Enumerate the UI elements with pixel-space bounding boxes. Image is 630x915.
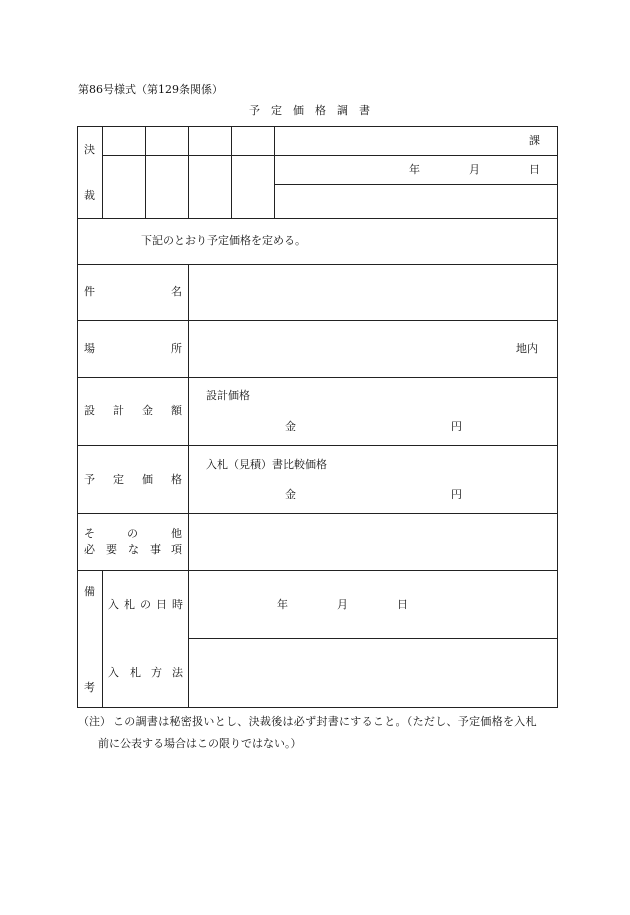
bid-year: 年 — [277, 598, 288, 611]
name-label-2: 名 — [171, 285, 182, 298]
other-char-1: そ — [84, 527, 95, 540]
planned-label-4: 格 — [171, 473, 182, 486]
decision-day: 日 — [529, 163, 540, 176]
bid-method-char-2: 札 — [130, 666, 141, 679]
name-label-1: 件 — [84, 285, 95, 298]
other-char-3: 他 — [171, 527, 182, 540]
other-char-6: な — [128, 543, 139, 556]
planned-label-1: 予 — [84, 473, 95, 486]
bid-datetime-char-5: 時 — [172, 598, 183, 611]
other-char-5: 要 — [106, 543, 117, 556]
note-mark: （注） — [78, 715, 111, 728]
decision-month: 月 — [469, 163, 480, 176]
bid-day: 日 — [397, 598, 408, 611]
other-char-4: 必 — [84, 543, 95, 556]
decision-year: 年 — [409, 163, 420, 176]
place-suffix: 地内 — [516, 342, 538, 355]
bid-method-char-4: 法 — [172, 666, 183, 679]
bid-datetime-char-1: 入 — [108, 598, 119, 611]
design-price-label: 設計価格 — [206, 389, 250, 402]
design-label-1: 設 — [84, 404, 95, 417]
section-label: 課 — [529, 134, 540, 147]
design-label-4: 額 — [171, 404, 182, 417]
bid-datetime-char-4: 日 — [156, 598, 167, 611]
remarks-label-bottom: 考 — [84, 681, 95, 694]
decision-label-bottom: 裁 — [84, 189, 95, 202]
decision-label-top: 決 — [84, 143, 95, 156]
planned-kin: 金 — [285, 488, 296, 501]
remarks-label-top: 備 — [84, 585, 95, 598]
bid-method-char-3: 方 — [151, 666, 162, 679]
note-line-2: 前に公表する場合はこの限りではない。） — [98, 737, 302, 750]
other-char-8: 項 — [171, 543, 182, 556]
place-label-2: 所 — [171, 342, 182, 355]
planned-label-2: 定 — [113, 473, 124, 486]
document-title: 予定価格調書 — [249, 104, 381, 117]
planned-label-3: 価 — [142, 473, 153, 486]
planned-yen: 円 — [451, 488, 462, 501]
place-label-1: 場 — [84, 342, 95, 355]
note-line-1: この調書は秘密扱いとし、決裁後は必ず封書にすること。（ただし、予定価格を入札 — [113, 715, 537, 728]
design-label-3: 金 — [142, 404, 153, 417]
planned-price-label: 入札（見積）書比較価格 — [206, 458, 327, 471]
bid-month: 月 — [337, 598, 348, 611]
bid-datetime-char-2: 札 — [124, 598, 135, 611]
design-label-2: 計 — [113, 404, 124, 417]
design-yen: 円 — [451, 420, 462, 433]
other-char-2: の — [127, 527, 138, 540]
other-char-7: 事 — [150, 543, 161, 556]
intro-text: 下記のとおり予定価格を定める。 — [141, 234, 306, 247]
bid-datetime-char-3: の — [140, 598, 151, 611]
form-number: 第86号様式（第129条関係） — [78, 83, 223, 96]
bid-method-char-1: 入 — [108, 666, 119, 679]
design-kin: 金 — [285, 420, 296, 433]
